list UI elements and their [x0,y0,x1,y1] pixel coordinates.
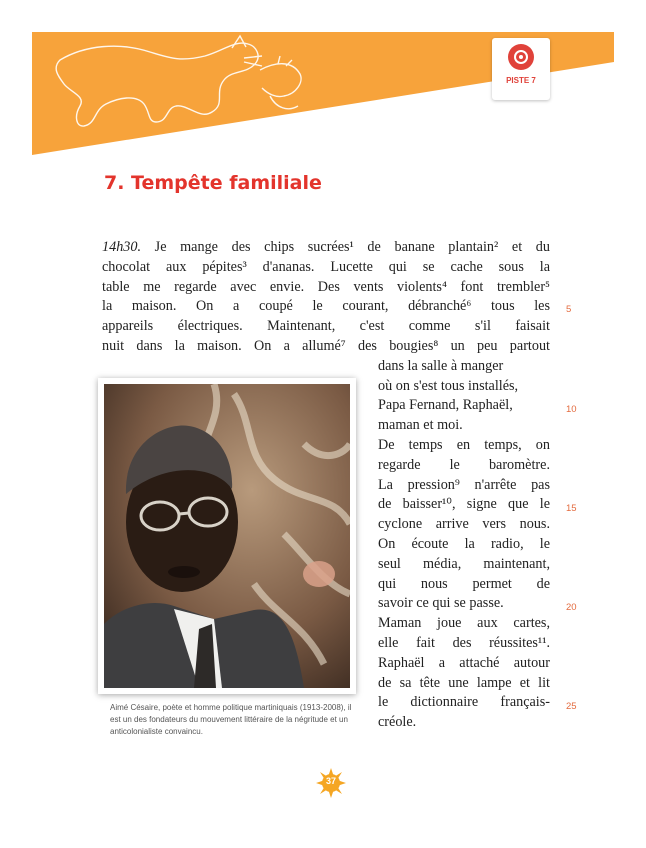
text-line: savoir ce qui se passe. [378,595,504,612]
text-line: de sa tête une lampe et lit [378,674,550,691]
text-line: regarde le baromètre. [378,456,550,473]
text-line: dans la salle à manger [378,357,504,374]
text-line: seul média, maintenant, [378,555,550,572]
text-line: table me regarde avec envie. Des vents violents⁴ font trembler⁵ [102,278,550,295]
text-line [102,238,550,258]
text-line: La pression⁹ n'arrête pas [378,476,550,493]
text-line: de baisser¹⁰, signe que le [378,496,550,513]
portrait-photo [104,384,350,688]
track-badge [492,38,550,100]
text-line: créole. [378,714,417,731]
time-stamp: 14h30. [102,239,142,255]
text-line: On écoute la radio, le [378,535,550,552]
text-line: appareils électriques. Maintenant, c'est comme s'il faisait [102,318,550,335]
text-line: Maman joue aux cartes, [378,615,550,632]
text-line: chocolat aux pépites³ d'ananas. Lucette qui se cache sous la [102,258,550,275]
line-number: 25 [566,701,577,712]
text-line: qui nous permet de [378,575,550,592]
text-line: maman et moi. [378,417,463,434]
text-line: nuit dans la maison. On a allumé⁷ des bougies⁸ un peu partout [102,337,550,354]
cd-disc-icon [508,44,534,70]
photo-caption: Aimé Césaire, poète et homme politique martiniquais (1913-2008), il est un des fondateurs du mouvement littéraire de la négritude et un anticolonialiste convaincu. [110,703,352,736]
text-line: la maison. On a coupé le courant, débranché⁶ tous les [102,298,550,315]
line-number: 10 [566,404,577,415]
text-line: Papa Fernand, Raphaël, [378,397,513,414]
text-line: elle fait des réussites¹¹. [378,634,550,651]
photo-frame [98,378,356,694]
line-number: 15 [566,503,577,514]
text-line: le dictionnaire français- [378,694,550,711]
line-number: 20 [566,602,577,613]
page-number-badge [316,768,346,798]
page-number: 37 [325,776,336,786]
text-line: De temps en temps, on [378,436,550,453]
line-number: 5 [566,304,572,315]
text-line: cyclone arrive vers nous. [378,516,550,533]
text-line: où on s'est tous installés, [378,377,519,394]
track-label: PISTE 7 [506,76,536,85]
text-line: Raphaël a attaché autour [378,654,550,671]
chapter-title: 7. Tempête familiale [104,172,322,194]
text-line-content: 14h30. Je mange des chips sucrées¹ de banane plantain² et du [102,239,550,255]
